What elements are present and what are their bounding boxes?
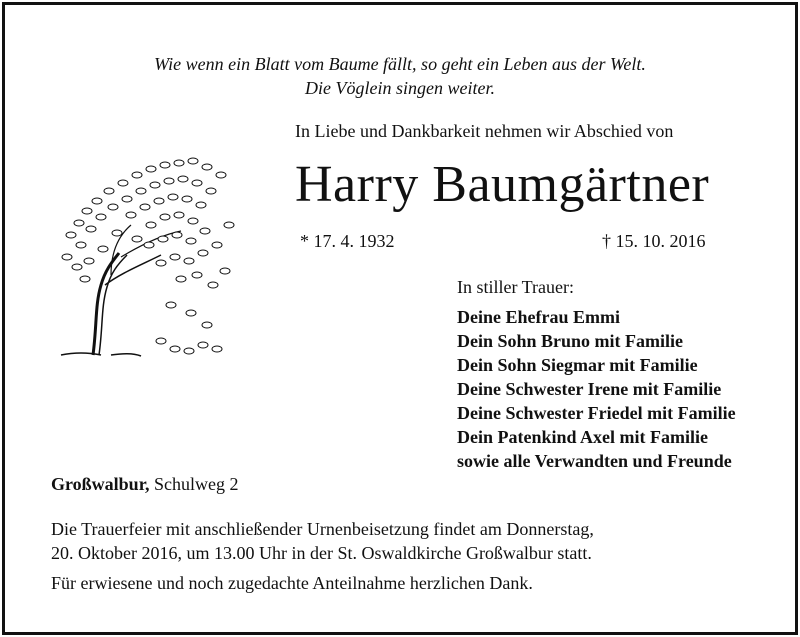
windblown-tree-icon (41, 145, 241, 365)
motto-line-1: Wie wenn ein Blatt vom Baume fällt, so geht ein Leben aus der Welt. (154, 54, 646, 74)
address-street: Schulweg 2 (154, 474, 239, 494)
birth-date: * 17. 4. 1932 (300, 231, 395, 251)
obituary-frame (2, 2, 798, 635)
mourner-item: Deine Ehefrau Emmi (457, 307, 620, 327)
thanks-text: Für erwiesene und noch zugedachte Anteilnahme herzlichen Dank. (51, 573, 533, 593)
mourner-item: Dein Sohn Siegmar mit Familie (457, 355, 698, 375)
service-notice (51, 517, 771, 565)
address (51, 474, 239, 495)
mourner-item: Dein Sohn Bruno mit Familie (457, 331, 684, 351)
mourner-item: Deine Schwester Irene mit Familie (457, 379, 722, 399)
service-line-1: Die Trauerfeier mit anschließender Urnenbeisetzung findet am Donnerstag, (51, 519, 594, 539)
mourning-title: In stiller Trauer: (457, 277, 574, 297)
address-town: Großwalbur, (51, 474, 150, 494)
deceased-name: Harry Baumgärtner (295, 156, 710, 213)
death-date: † 15. 10. 2016 (602, 231, 706, 251)
mourners-list (457, 305, 736, 473)
motto-line-2: Die Vöglein singen weiter. (305, 78, 495, 98)
mourner-item: sowie alle Verwandten und Freunde (457, 451, 732, 471)
service-line-2: 20. Oktober 2016, um 13.00 Uhr in der St. Oswaldkirche Großwalbur statt. (51, 543, 592, 563)
intro-text: In Liebe und Dankbarkeit nehmen wir Abschied von (295, 121, 674, 141)
mourner-item: Dein Patenkind Axel mit Familie (457, 427, 708, 447)
mourner-item: Deine Schwester Friedel mit Familie (457, 403, 736, 423)
